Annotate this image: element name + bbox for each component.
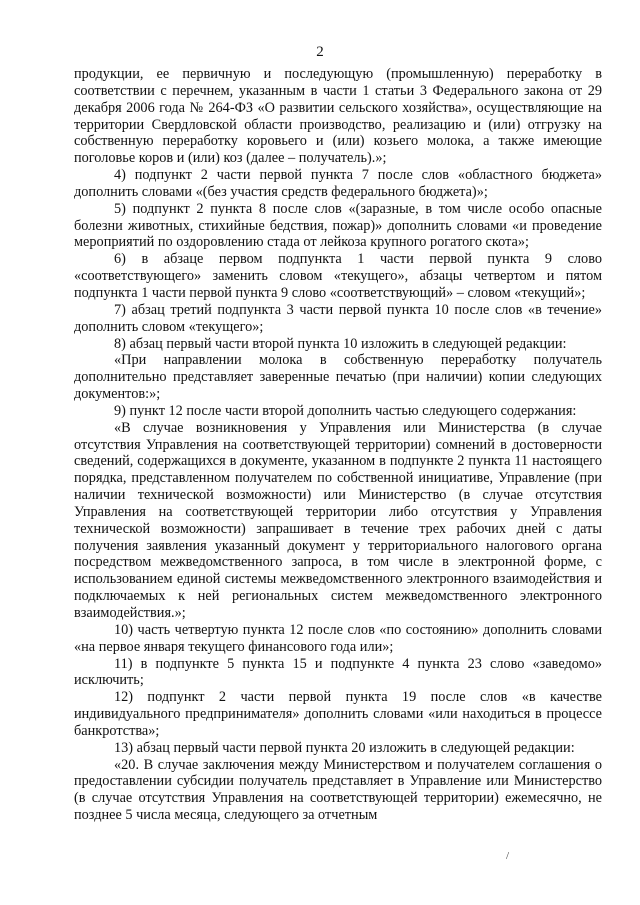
paragraph-10: 10) часть четвертую пункта 12 после слов «по состоянию» дополнить словами «на первое января текущего финансового года или»; <box>74 621 602 655</box>
scan-mark: / <box>506 850 510 862</box>
paragraph-9: «В случае возникновения у Управления или Министерства (в случае отсутствия Управления на соответствующей территории) сомнений в достоверности сведений, содержащихся в документе, указанном в подпункте 2 пункта 11 настоящего порядка, представленном получателем по собственной инициативе, Управление (при наличии технической возможности) или Министерство (в случае отсутствия Управления на соответствующей территории либо отсутствия у Управления технической возможности) запрашивает в течение трех рабочих дней с даты получения заявления указанный документ у территориального налогового органа посредством межведомственного запроса, в том числе в электронной форме, с использованием единой системы межведомственного электронного взаимодействия и подключаемых к ней региональных систем межведомственного электронного взаимодействия.»; <box>74 419 602 621</box>
paragraph-12: 12) подпункт 2 части первой пункта 19 после слов «в качестве индивидуального предпринимателя» дополнить словами «или находиться в процессе банкротства»; <box>74 689 602 739</box>
paragraph-3: 5) подпункт 2 пункта 8 после слов «(заразные, в том числе особо опасные болезни животных, стихийные бедствия, пожар)» дополнить словами «и проведение мероприятий по оздоровлению стада от лейкоза крупного рогатого скота»; <box>74 200 602 251</box>
paragraph-13: 13) абзац первый части первой пункта 20 изложить в следующей редакции: <box>114 739 575 756</box>
paragraph-2: 4) подпункт 2 части первой пункта 7 после слов «областного бюджета» дополнить словами «(без участия средств федерального бюджета)»; <box>74 167 602 200</box>
paragraph-6: 8) абзац первый части второй пункта 10 изложить в следующей редакции: <box>114 335 567 352</box>
page-number: 2 <box>316 44 324 60</box>
paragraph-11: 11) в подпункте 5 пункта 15 и подпункте 4 пункта 23 слово «заведомо» исключить; <box>74 655 602 689</box>
paragraph-7: «При направлении молока в собственную переработку получатель дополнительно представляет заверенные печатью (при наличии) копии следующих документов:»; <box>74 352 602 403</box>
document-body <box>74 66 602 824</box>
paragraph-4: 6) в абзаце первом подпункта 1 части первой пункта 9 слово «соответствующего» заменить словом «текущего», абзацы четвертом и пятом подпункта 1 части первой пункта 9 слово «соответствующий» – словом «текущий»; <box>74 251 602 301</box>
paragraph-14: «20. В случае заключения между Министерством и получателем соглашения о предоставлении субсидии получатель представляет в Управление или Министерство (в случае отсутствия Управления на соответствующей территории) ежемесячно, не позднее 5 числа месяца, следующего за отчетным <box>74 756 602 824</box>
paragraph-5: 7) абзац третий подпункта 3 части первой пункта 10 после слов «в течение» дополнить словом «текущего»; <box>74 301 602 335</box>
paragraph-8: 9) пункт 12 после части второй дополнить частью следующего содержания: <box>114 402 577 419</box>
paragraph-1: продукции, ее первичную и последующую (промышленную) переработку в соответствии с перечнем, указанным в части 1 статьи 3 Федерального закона от 29 декабря 2006 года № 264-ФЗ «О развитии сельского хозяйства», осуществляющие на территории Свердловской области производство, реализацию и (или) отгрузку на собственную переработку коровьего и (или) козьего молока, а также имеющие поголовье коров и (или) коз (далее – получатель).»; <box>74 66 602 167</box>
